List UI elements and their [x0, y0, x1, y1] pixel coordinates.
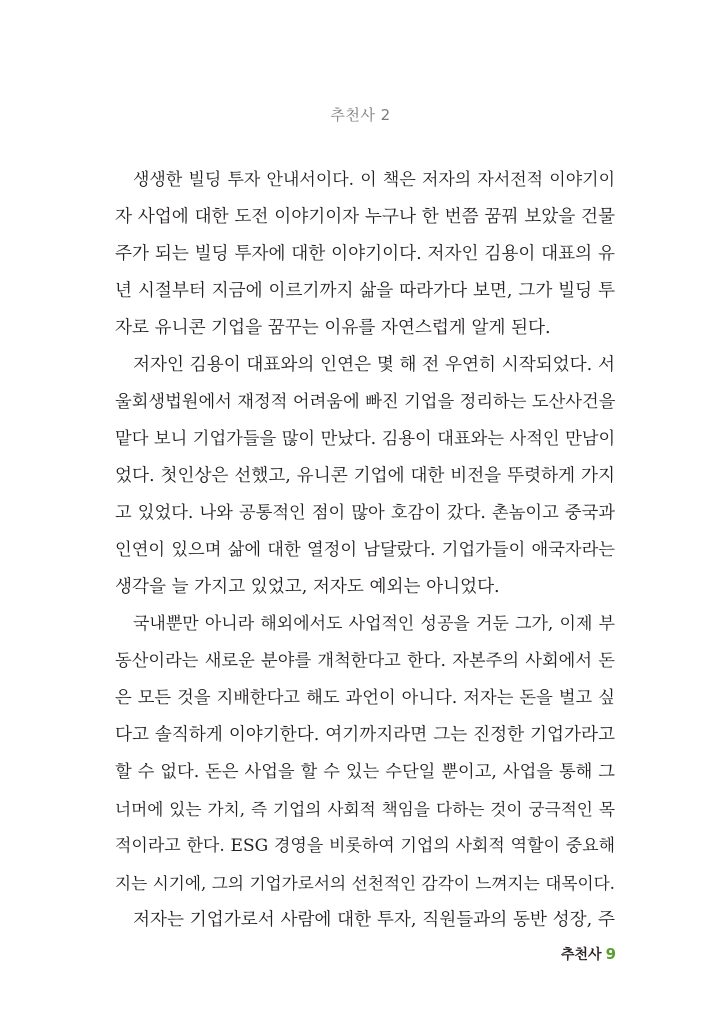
text-line: 할 수 없다. 돈은 사업을 할 수 있는 수단일 뿐이고, 사업을 통해 그 [115, 762, 615, 782]
text-line: 지는 시기에, 그의 기업가로서의 선천적인 감각이 느껴지는 대목이다. [115, 873, 615, 893]
footer-section-label: 추천사 [560, 947, 602, 963]
text-line: 동산이라는 새로운 분야를 개척한다고 한다. 자본주의 사회에서 돈 [115, 651, 615, 671]
text-line: 생각을 늘 가지고 있었고, 저자도 예외는 아니었다. [115, 577, 500, 597]
text-line: 국내뿐만 아니라 해외에서도 사업적인 성공을 거둔 그가, 이제 부 [133, 614, 615, 634]
text-line: 저자인 김용이 대표와의 인연은 몇 해 전 우연히 시작되었다. 서 [133, 355, 615, 375]
text-line: 주가 되는 빌딩 투자에 대한 이야기이다. 저자인 김용이 대표의 유 [115, 244, 615, 264]
text-line: 인연이 있으며 삶에 대한 열정이 남달랐다. 기업가들이 애국자라는 [115, 540, 615, 560]
text-line: 저자는 기업가로서 사람에 대한 투자, 직원들과의 동반 성장, 주 [133, 910, 615, 930]
text-line: 생생한 빌딩 투자 안내서이다. 이 책은 저자의 자서전적 이야기이 [133, 170, 615, 190]
text-line: 년 시절부터 지금에 이르기까지 삶을 따라가다 보면, 그가 빌딩 투 [115, 281, 615, 301]
text-line: 적이라고 한다. ESG 경영을 비롯하여 기업의 사회적 역할이 중요해 [115, 836, 615, 856]
text-line: 다고 솔직하게 이야기한다. 여기까지라면 그는 진정한 기업가라고 [115, 725, 615, 745]
section-heading: 추천사 2 [330, 106, 391, 124]
text-line: 은 모든 것을 지배한다고 해도 과언이 아니다. 저자는 돈을 벌고 싶 [115, 688, 615, 708]
text-line: 자로 유니콘 기업을 꿈꾸는 이유를 자연스럽게 알게 된다. [115, 318, 551, 338]
page-footer [561, 944, 616, 964]
page-number: 9 [605, 945, 616, 963]
text-line: 고 있었다. 나와 공통적인 점이 많아 호감이 갔다. 촌놈이고 중국과 [115, 503, 615, 523]
text-line: 맡다 보니 기업가들을 많이 만났다. 김용이 대표와는 사적인 만남이 [115, 429, 616, 449]
text-line: 너머에 있는 가치, 즉 기업의 사회적 책임을 다하는 것이 궁극적인 목 [115, 799, 615, 819]
text-line: 었다. 첫인상은 선했고, 유니콘 기업에 대한 비전을 뚜렷하게 가지 [115, 466, 615, 486]
body-text [115, 162, 615, 939]
text-line: 울회생법원에서 재정적 어려움에 빠진 기업을 정리하는 도산사건을 [115, 392, 616, 412]
text-line: 자 사업에 대한 도전 이야기이자 누구나 한 번쯤 꿈꿔 보았을 건물 [115, 207, 615, 227]
